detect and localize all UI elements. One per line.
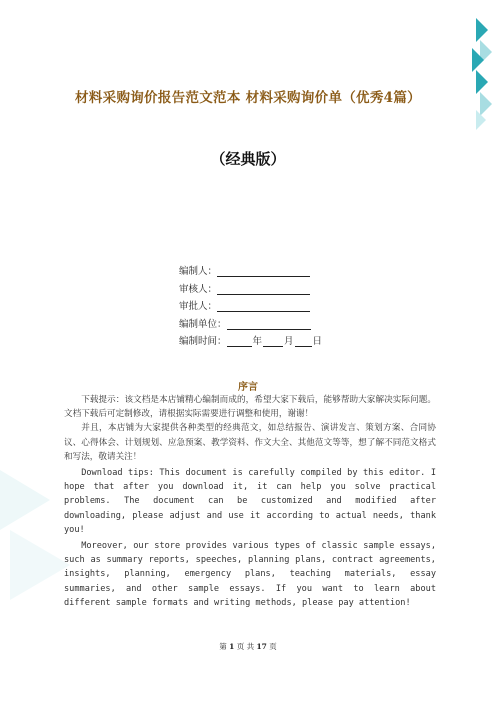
paragraph-download-tip-cn: 下载提示：该文档是本店铺精心编制而成的，希望大家下载后，能够帮助大家解决实际问题。文档下载后可定制修改，请根据实际需要进行调整和使用，谢谢！ xyxy=(64,395,436,420)
paragraph-download-tip-en: Download tips: This document is carefully compiled by this editor. I hope that after you download it, it can help you solve practical problems. The document can be customized and modified after downloading, please adjust and use it according to actual needs, thank you! xyxy=(64,468,436,535)
paragraph-store-intro-cn: 并且，本店铺为大家提供各种类型的经典范文，如总结报告、演讲发言、策划方案、合同协议、心得体会、计划规划、应急预案、教学资料、作文大全、其他范文等等，想了解不同范文格式和写法，敬请关注！ xyxy=(64,423,436,462)
month-field xyxy=(263,335,283,347)
reviewer-label: 审核人： xyxy=(179,283,218,295)
footer-middle: 页 共 xyxy=(236,642,255,651)
unit-row xyxy=(179,314,323,330)
footer-page-number: 1 xyxy=(229,642,235,651)
document-info-form xyxy=(179,261,323,349)
month-label: 月 xyxy=(284,336,294,347)
page-footer xyxy=(0,641,496,652)
document-subtitle: （经典版） xyxy=(210,150,286,168)
footer-suffix: 页 xyxy=(269,642,277,651)
unit-label: 编制单位： xyxy=(179,318,227,330)
reviewer-field xyxy=(217,283,310,295)
compiler-label: 编制人： xyxy=(179,266,218,277)
compiler-row xyxy=(179,261,323,277)
section-title: 序言 xyxy=(238,382,258,393)
time-row xyxy=(179,331,323,347)
footer-prefix: 第 xyxy=(219,642,227,651)
approver-row xyxy=(179,296,323,312)
time-label: 编制时间： xyxy=(179,336,227,347)
paragraph-store-intro-en: Moreover, our store provides various types of classic sample essays, such as summary reports, speeches, planning plans, contract agreements, insights, planning, emergency plans, teaching materials, essay summaries, and other sample essays. If you want to learn about different sample formats and writing methods, please pay attention! xyxy=(64,541,436,608)
year-label: 年 xyxy=(252,336,263,347)
preface-body xyxy=(64,393,436,610)
unit-field xyxy=(227,318,311,330)
approver-field xyxy=(217,300,310,312)
document-title: 材料采购询价报告范文范本 材料采购询价单（优秀4篇） xyxy=(75,90,421,106)
approver-label: 审批人： xyxy=(179,301,218,312)
day-label: 日 xyxy=(312,336,323,347)
day-field xyxy=(295,335,312,347)
reviewer-row xyxy=(179,279,323,295)
compiler-field xyxy=(217,265,310,277)
footer-total-pages: 17 xyxy=(256,642,267,651)
year-field xyxy=(227,335,252,347)
decorative-triangles-top xyxy=(436,0,496,160)
